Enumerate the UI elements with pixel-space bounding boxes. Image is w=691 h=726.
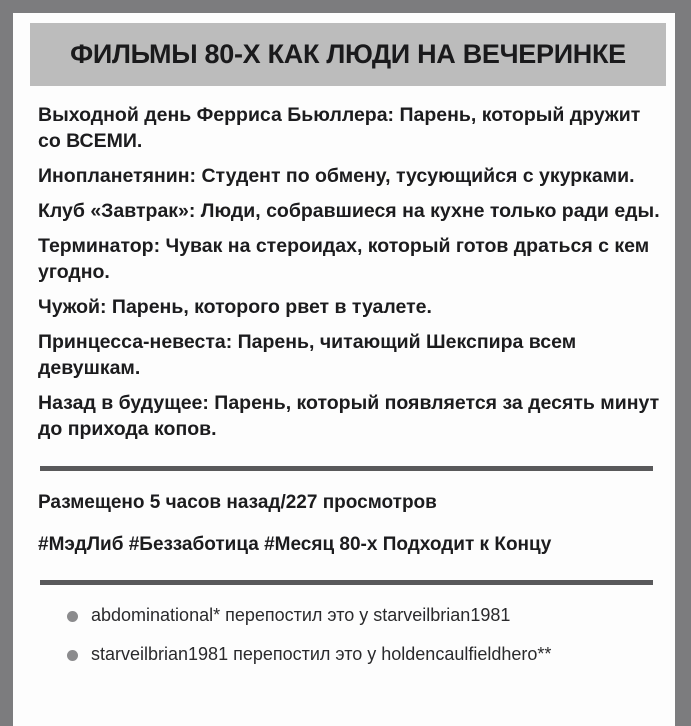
post-paragraph: Терминатор: Чувак на стероидах, который готов драться с кем угодно.	[38, 235, 650, 283]
post-tags: #МэдЛиб #Беззаботица #Месяц 80-х Подходит к Концу	[38, 534, 552, 555]
post-title: ФИЛЬМЫ 80-Х КАК ЛЮДИ НА ВЕЧЕРИНКЕ	[70, 39, 626, 69]
note-text: starveilbrian1981 перепостил это у holdencaulfieldhero**	[91, 644, 552, 664]
post-paragraph: Принцесса-невеста: Парень, читающий Шекспира всем девушкам.	[38, 331, 577, 379]
post-meta: Размещено 5 часов назад/227 просмотров	[38, 492, 437, 513]
post-paragraph: Чужой: Парень, которого рвет в туалете.	[38, 296, 432, 318]
note-item	[67, 603, 663, 628]
bullet-dot-icon	[67, 611, 78, 622]
bullet-dot-icon	[67, 650, 78, 661]
note-item	[67, 642, 663, 667]
note-text: abdominational* перепостил это у starveilbrian1981	[91, 605, 511, 625]
notes-list	[13, 603, 675, 667]
post-card	[13, 13, 675, 726]
post-paragraph: Инопланетянин: Студент по обмену, тусующийся с укурками.	[38, 165, 635, 187]
post-paragraph: Назад в будущее: Парень, который появляется за десять минут до прихода копов.	[38, 392, 660, 440]
divider-bottom	[40, 580, 653, 585]
post-paragraph: Клуб «Завтрак»: Люди, собравшиеся на кухне только ради еды.	[38, 200, 660, 222]
post-title-bar	[30, 23, 666, 86]
divider-top	[40, 466, 653, 471]
post-body	[13, 102, 675, 442]
post-paragraph: Выходной день Ферриса Бьюллера: Парень, который дружит со ВСЕМИ.	[38, 104, 641, 152]
